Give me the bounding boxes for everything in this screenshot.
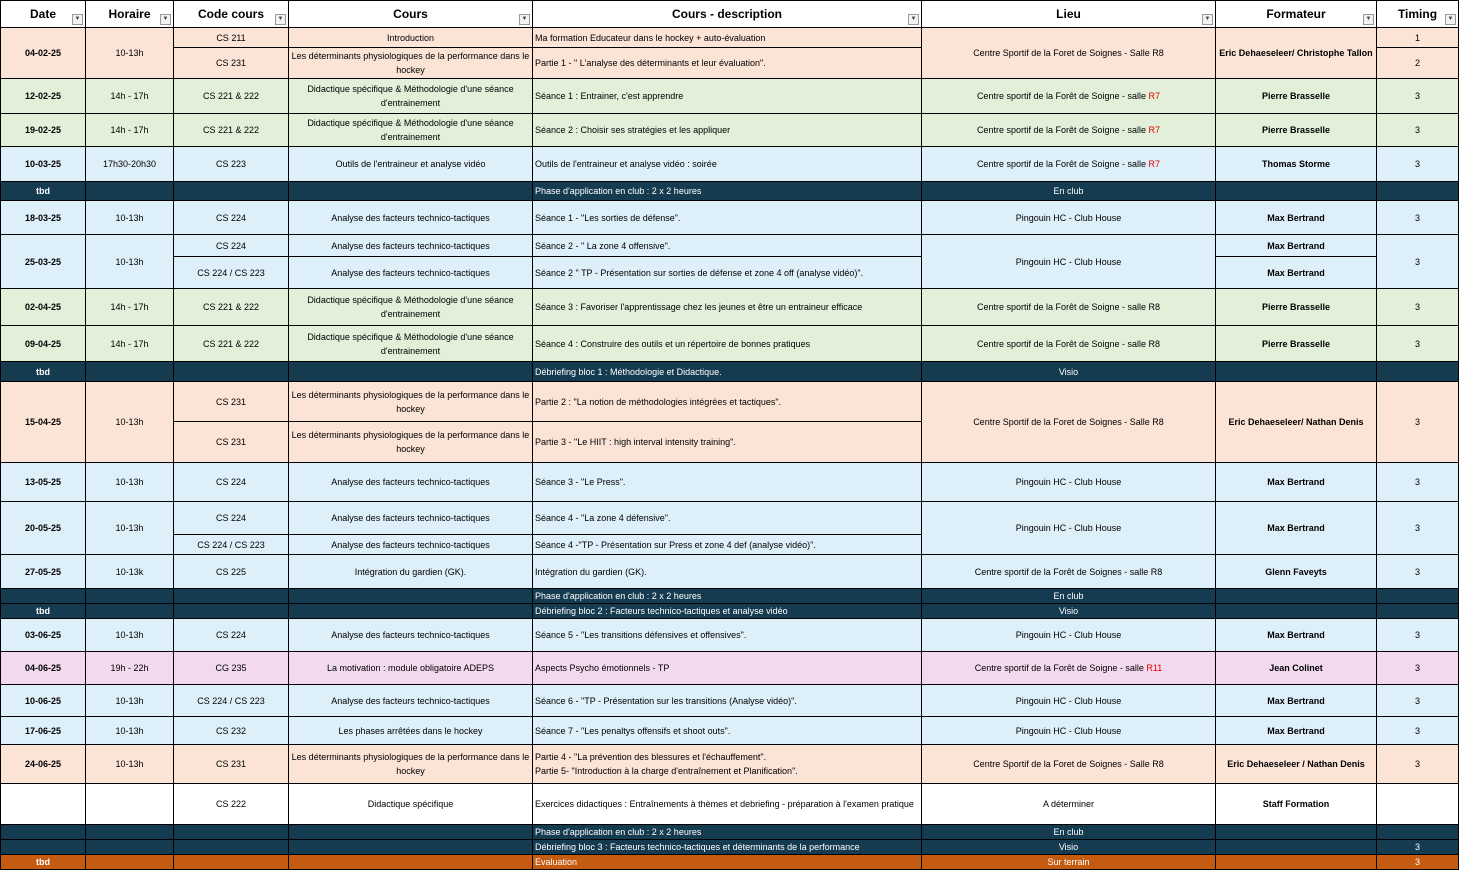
description-cell[interactable]: Séance 2 " TP - Présentation sur sorties de défense et zone 4 off (analyse vidéo)". [533, 257, 922, 289]
lieu-cell[interactable]: Visio [922, 362, 1216, 382]
horaire-cell[interactable]: 10-13h [86, 685, 174, 717]
date-cell[interactable]: 09-04-25 [1, 326, 86, 362]
description-cell[interactable]: Intégration du gardien (GK). [533, 555, 922, 589]
horaire-cell[interactable]: 10-13h [86, 717, 174, 745]
lieu-cell[interactable]: Centre sportif de la Forêt de Soigne - salle R7 [922, 114, 1216, 147]
lieu-cell[interactable]: Pingouin HC - Club House [922, 619, 1216, 652]
description-cell[interactable]: Débriefing bloc 3 : Facteurs technico-tactiques et déterminants de la performance [533, 840, 922, 855]
table-row [1, 235, 1459, 257]
cours-cell[interactable] [289, 182, 533, 201]
lieu-cell[interactable]: Centre sportif de la Forêt de Soigne - salle R11 [922, 652, 1216, 685]
date-cell[interactable]: 13-05-25 [1, 463, 86, 502]
description-cell[interactable]: Exercices didactiques : Entraînements à thèmes et debriefing - préparation à l'examen pratique [533, 784, 922, 825]
timing-cell[interactable]: 3 [1377, 745, 1459, 784]
lieu-cell[interactable]: Sur terrain [922, 855, 1216, 870]
dropdown-arrow-icon[interactable]: ▼ [1445, 14, 1456, 25]
date-cell[interactable] [1, 589, 86, 604]
timing-cell[interactable]: 3 [1377, 201, 1459, 235]
cours-cell[interactable]: Analyse des facteurs technico-tactiques [289, 235, 533, 257]
horaire-cell[interactable]: 14h - 17h [86, 114, 174, 147]
description-cell[interactable]: Séance 3 - "Le Press". [533, 463, 922, 502]
description-cell[interactable]: Séance 2 : Choisir ses stratégies et les appliquer [533, 114, 922, 147]
date-cell[interactable]: tbd [1, 362, 86, 382]
table-row [1, 289, 1459, 326]
table-row [1, 840, 1459, 855]
timing-cell[interactable]: 3 [1377, 79, 1459, 114]
table-row [1, 604, 1459, 619]
date-cell[interactable]: tbd [1, 182, 86, 201]
cours-cell[interactable]: Les déterminants physiologiques de la performance dans le hockey [289, 745, 533, 784]
description-cell[interactable]: Séance 5 - "Les transitions défensives et offensives". [533, 619, 922, 652]
date-cell[interactable]: 15-04-25 [1, 382, 86, 463]
code-cell[interactable]: CS 225 [174, 555, 289, 589]
cours-cell[interactable]: Outils de l'entraineur et analyse vidéo [289, 147, 533, 182]
timing-cell[interactable]: 3 [1377, 652, 1459, 685]
table-row [1, 79, 1459, 114]
timing-cell[interactable]: 2 [1377, 48, 1459, 79]
column-header-cours[interactable]: Cours ▼ [289, 1, 533, 28]
cours-cell[interactable]: Analyse des facteurs technico-tactiques [289, 201, 533, 235]
table-row [1, 28, 1459, 48]
timing-cell[interactable]: 3 [1377, 382, 1459, 463]
description-cell[interactable]: Partie 4 - "La prévention des blessures et l'échauffement". Partie 5- "Introduction à la charge d'entraînement et Planification". [533, 745, 922, 784]
formateur-cell[interactable] [1216, 855, 1377, 870]
formateur-cell[interactable] [1216, 840, 1377, 855]
code-cell[interactable]: CS 224 [174, 463, 289, 502]
table-row [1, 589, 1459, 604]
lieu-cell[interactable]: Centre sportif de la Forêt de Soigne - salle R8 [922, 326, 1216, 362]
room-label: R7 [1148, 159, 1161, 169]
formateur-cell[interactable]: Max Bertrand [1216, 685, 1377, 717]
date-cell[interactable]: 10-03-25 [1, 147, 86, 182]
table-row [1, 619, 1459, 652]
code-cell[interactable] [174, 825, 289, 840]
dropdown-arrow-icon[interactable]: ▼ [72, 14, 83, 25]
description-cell[interactable]: Débriefing bloc 1 : Méthodologie et Didactique. [533, 362, 922, 382]
horaire-cell[interactable]: 10-13h [86, 201, 174, 235]
formateur-cell[interactable]: Thomas Storme [1216, 147, 1377, 182]
dropdown-arrow-icon[interactable]: ▼ [1363, 14, 1374, 25]
formateur-cell[interactable] [1216, 589, 1377, 604]
horaire-cell[interactable]: 10-13h [86, 502, 174, 555]
cours-cell[interactable]: Les déterminants physiologiques de la performance dans le hockey [289, 48, 533, 79]
table-row [1, 825, 1459, 840]
dropdown-arrow-icon[interactable]: ▼ [519, 14, 530, 25]
code-cell[interactable]: CS 224 / CS 223 [174, 685, 289, 717]
column-header-lieu[interactable]: Lieu ▼ [922, 1, 1216, 28]
column-header-horaire[interactable]: Horaire ▼ [86, 1, 174, 28]
description-cell[interactable]: Ma formation Educateur dans le hockey + auto-évaluation [533, 28, 922, 48]
timing-cell[interactable] [1377, 182, 1459, 201]
description-cell[interactable]: Phase d'application en club : 2 x 2 heures [533, 182, 922, 201]
code-cell[interactable]: CS 221 & 222 [174, 289, 289, 326]
description-cell[interactable]: Séance 1 : Entrainer, c'est apprendre [533, 79, 922, 114]
table-row [1, 855, 1459, 870]
formateur-cell[interactable] [1216, 362, 1377, 382]
date-cell[interactable]: 19-02-25 [1, 114, 86, 147]
cours-cell[interactable]: Les déterminants physiologiques de la performance dans le hockey [289, 422, 533, 463]
date-cell[interactable]: 12-02-25 [1, 79, 86, 114]
table-row [1, 652, 1459, 685]
code-cell[interactable]: CS 222 [174, 784, 289, 825]
horaire-cell[interactable] [86, 362, 174, 382]
horaire-cell[interactable]: 10-13k [86, 555, 174, 589]
description-cell[interactable]: Séance 3 : Favoriser l'apprentissage chez les jeunes et être un entraineur efficace [533, 289, 922, 326]
timing-cell[interactable] [1377, 362, 1459, 382]
lieu-cell[interactable]: Centre Sportif de la Foret de Soignes - Salle R8 [922, 382, 1216, 463]
code-cell[interactable]: CS 231 [174, 422, 289, 463]
timing-cell[interactable]: 3 [1377, 619, 1459, 652]
dropdown-arrow-icon[interactable]: ▼ [908, 14, 919, 25]
formateur-cell[interactable]: Max Bertrand [1216, 717, 1377, 745]
date-cell[interactable]: 27-05-25 [1, 555, 86, 589]
date-cell[interactable]: 18-03-25 [1, 201, 86, 235]
cours-cell[interactable]: Didactique spécifique & Méthodologie d'une séance d'entrainement [289, 114, 533, 147]
cours-cell[interactable] [289, 840, 533, 855]
formateur-cell[interactable]: Max Bertrand [1216, 257, 1377, 289]
code-cell[interactable]: CS 224 / CS 223 [174, 535, 289, 555]
lieu-cell[interactable]: A déterminer [922, 784, 1216, 825]
table-row [1, 201, 1459, 235]
date-cell[interactable]: 25-03-25 [1, 235, 86, 289]
table-row [1, 745, 1459, 784]
formateur-cell[interactable] [1216, 825, 1377, 840]
timing-cell[interactable]: 3 [1377, 289, 1459, 326]
column-header-timing[interactable]: Timing ▼ [1377, 1, 1459, 28]
description-cell[interactable]: Séance 6 - "TP - Présentation sur les transitions (Analyse vidéo)". [533, 685, 922, 717]
description-cell[interactable]: Partie 3 - "Le HIIT : high interval intensity training". [533, 422, 922, 463]
date-cell[interactable]: tbd [1, 604, 86, 619]
horaire-cell[interactable]: 10-13h [86, 463, 174, 502]
timing-cell[interactable]: 3 [1377, 717, 1459, 745]
cours-cell[interactable]: Analyse des facteurs technico-tactiques [289, 685, 533, 717]
cours-cell[interactable]: Didactique spécifique & Méthodologie d'une séance d'entrainement [289, 289, 533, 326]
dropdown-arrow-icon[interactable]: ▼ [160, 14, 171, 25]
timing-cell[interactable]: 3 [1377, 840, 1459, 855]
description-cell[interactable]: Séance 2 - " La zone 4 offensive". [533, 235, 922, 257]
timing-cell[interactable]: 3 [1377, 463, 1459, 502]
formateur-cell[interactable]: Pierre Brasselle [1216, 114, 1377, 147]
cours-cell[interactable]: Les déterminants physiologiques de la performance dans le hockey [289, 382, 533, 422]
horaire-cell[interactable] [86, 604, 174, 619]
cours-cell[interactable] [289, 362, 533, 382]
code-cell[interactable] [174, 855, 289, 870]
timing-cell[interactable] [1377, 604, 1459, 619]
timing-cell[interactable]: 3 [1377, 555, 1459, 589]
description-cell[interactable]: Aspects Psycho émotionnels - TP [533, 652, 922, 685]
description-cell[interactable]: Partie 1 - " L'analyse des déterminants et leur évaluation". [533, 48, 922, 79]
horaire-cell[interactable] [86, 825, 174, 840]
column-header-date[interactable]: Date ▼ [1, 1, 86, 28]
column-header-code[interactable]: Code cours ▼ [174, 1, 289, 28]
description-cell[interactable]: Débriefing bloc 2 : Facteurs technico-tactiques et analyse vidéo [533, 604, 922, 619]
lieu-cell[interactable]: Centre sportif de la Forêt de Soigne - salle R8 [922, 289, 1216, 326]
formateur-cell[interactable]: Pierre Brasselle [1216, 79, 1377, 114]
horaire-cell[interactable] [86, 855, 174, 870]
cours-cell[interactable]: Analyse des facteurs technico-tactiques [289, 535, 533, 555]
cours-cell[interactable]: Didactique spécifique [289, 784, 533, 825]
horaire-cell[interactable]: 10-13h [86, 28, 174, 79]
lieu-cell[interactable]: Centre Sportif de la Foret de Soignes - Salle R8 [922, 745, 1216, 784]
formateur-cell[interactable] [1216, 182, 1377, 201]
lieu-cell[interactable]: Centre sportif de la Forêt de Soigne - salle R7 [922, 79, 1216, 114]
description-cell[interactable]: Phase d'application en club : 2 x 2 heures [533, 589, 922, 604]
lieu-cell[interactable]: En club [922, 182, 1216, 201]
date-cell[interactable]: 04-02-25 [1, 28, 86, 79]
code-cell[interactable]: CS 221 & 222 [174, 114, 289, 147]
cours-cell[interactable]: Analyse des facteurs technico-tactiques [289, 257, 533, 289]
cours-cell[interactable]: Intégration du gardien (GK). [289, 555, 533, 589]
dropdown-arrow-icon[interactable]: ▼ [275, 14, 286, 25]
table-row [1, 257, 1459, 289]
timing-cell[interactable] [1377, 825, 1459, 840]
cours-cell[interactable]: Les phases arrêtées dans le hockey [289, 717, 533, 745]
code-cell[interactable] [174, 604, 289, 619]
formateur-cell[interactable]: Eric Dehaeseleer / Nathan Denis [1216, 745, 1377, 784]
formateur-cell[interactable]: Eric Dehaeseleer/ Nathan Denis [1216, 382, 1377, 463]
code-cell[interactable]: CS 221 & 222 [174, 326, 289, 362]
date-cell[interactable]: 02-04-25 [1, 289, 86, 326]
date-cell[interactable]: 10-06-25 [1, 685, 86, 717]
cours-cell[interactable]: Analyse des facteurs technico-tactiques [289, 619, 533, 652]
date-cell[interactable]: tbd [1, 855, 86, 870]
cours-cell[interactable]: Didactique spécifique & Méthodologie d'une séance d'entrainement [289, 79, 533, 114]
formateur-cell[interactable]: Max Bertrand [1216, 463, 1377, 502]
description-cell[interactable]: Séance 4 -"TP - Présentation sur Press et zone 4 def (analyse vidéo)". [533, 535, 922, 555]
lieu-cell[interactable]: Pingouin HC - Club House [922, 235, 1216, 289]
code-cell[interactable]: CS 221 & 222 [174, 79, 289, 114]
description-cell[interactable]: Evaluation [533, 855, 922, 870]
table-row [1, 362, 1459, 382]
code-cell[interactable]: CS 224 [174, 619, 289, 652]
description-cell[interactable]: Partie 2 : "La notion de méthodologies intégrées et tactiques". [533, 382, 922, 422]
code-cell[interactable] [174, 840, 289, 855]
table-row [1, 717, 1459, 745]
description-cell[interactable]: Séance 7 - "Les penaltys offensifs et shoot outs". [533, 717, 922, 745]
code-cell[interactable]: CS 224 [174, 201, 289, 235]
formateur-cell[interactable]: Max Bertrand [1216, 619, 1377, 652]
formateur-cell[interactable]: Jean Colinet [1216, 652, 1377, 685]
lieu-cell[interactable]: Pingouin HC - Club House [922, 201, 1216, 235]
formateur-cell[interactable]: Pierre Brasselle [1216, 289, 1377, 326]
room-label: R7 [1148, 125, 1161, 135]
cours-cell[interactable]: Introduction [289, 28, 533, 48]
timing-cell[interactable] [1377, 784, 1459, 825]
cours-cell[interactable]: La motivation : module obligatoire ADEPS [289, 652, 533, 685]
horaire-cell[interactable] [86, 589, 174, 604]
lieu-cell[interactable]: Centre sportif de la Forêt de Soignes - salle R8 [922, 555, 1216, 589]
table-row [1, 784, 1459, 825]
code-cell[interactable]: CS 231 [174, 48, 289, 79]
table-row [1, 382, 1459, 422]
code-cell[interactable] [174, 589, 289, 604]
header-row [1, 1, 1459, 28]
horaire-cell[interactable]: 19h - 22h [86, 652, 174, 685]
cours-cell[interactable] [289, 825, 533, 840]
lieu-cell[interactable]: En club [922, 589, 1216, 604]
code-cell[interactable]: CS 231 [174, 382, 289, 422]
lieu-cell[interactable]: Visio [922, 604, 1216, 619]
horaire-cell[interactable]: 14h - 17h [86, 79, 174, 114]
description-cell[interactable]: Phase d'application en club : 2 x 2 heures [533, 825, 922, 840]
timing-cell[interactable]: 3 [1377, 855, 1459, 870]
table-row [1, 147, 1459, 182]
cours-cell[interactable]: Didactique spécifique & Méthodologie d'une séance d'entrainement [289, 326, 533, 362]
timing-cell[interactable] [1377, 589, 1459, 604]
code-cell[interactable] [174, 362, 289, 382]
horaire-cell[interactable] [86, 840, 174, 855]
code-cell[interactable]: CS 211 [174, 28, 289, 48]
date-cell[interactable]: 24-06-25 [1, 745, 86, 784]
date-cell[interactable]: 20-05-25 [1, 502, 86, 555]
code-cell[interactable] [174, 182, 289, 201]
lieu-cell[interactable]: Pingouin HC - Club House [922, 463, 1216, 502]
column-header-description[interactable]: Cours - description ▼ [533, 1, 922, 28]
description-cell[interactable]: Séance 4 : Construire des outils et un répertoire de bonnes pratiques [533, 326, 922, 362]
formateur-cell[interactable] [1216, 604, 1377, 619]
formateur-cell[interactable]: Staff Formation [1216, 784, 1377, 825]
cours-cell[interactable] [289, 855, 533, 870]
code-cell[interactable]: CG 235 [174, 652, 289, 685]
lieu-cell[interactable]: Pingouin HC - Club House [922, 717, 1216, 745]
timing-cell[interactable]: 3 [1377, 235, 1459, 289]
lieu-cell[interactable]: Centre Sportif de la Foret de Soignes - Salle R8 [922, 28, 1216, 79]
horaire-cell[interactable]: 10-13h [86, 619, 174, 652]
date-cell[interactable]: 03-06-25 [1, 619, 86, 652]
table-row [1, 182, 1459, 201]
horaire-cell[interactable]: 14h - 17h [86, 326, 174, 362]
table-row [1, 463, 1459, 502]
horaire-cell[interactable]: 17h30-20h30 [86, 147, 174, 182]
formateur-cell[interactable]: Eric Dehaeseleer/ Christophe Tallon [1216, 28, 1377, 79]
horaire-cell[interactable]: 10-13h [86, 235, 174, 289]
table-row [1, 685, 1459, 717]
code-cell[interactable]: CS 224 [174, 502, 289, 535]
table-row [1, 326, 1459, 362]
date-cell[interactable]: 17-06-25 [1, 717, 86, 745]
lieu-cell[interactable]: En club [922, 825, 1216, 840]
table-row [1, 555, 1459, 589]
code-cell[interactable]: CS 223 [174, 147, 289, 182]
timing-cell[interactable]: 3 [1377, 147, 1459, 182]
formateur-cell[interactable]: Max Bertrand [1216, 235, 1377, 257]
timing-cell[interactable]: 3 [1377, 114, 1459, 147]
timing-cell[interactable]: 3 [1377, 326, 1459, 362]
code-cell[interactable]: CS 231 [174, 745, 289, 784]
timing-cell[interactable]: 3 [1377, 502, 1459, 555]
horaire-cell[interactable] [86, 182, 174, 201]
date-cell[interactable]: 04-06-25 [1, 652, 86, 685]
horaire-cell[interactable]: 10-13h [86, 382, 174, 463]
cours-cell[interactable]: Analyse des facteurs technico-tactiques [289, 502, 533, 535]
timing-cell[interactable]: 1 [1377, 28, 1459, 48]
horaire-cell[interactable]: 14h - 17h [86, 289, 174, 326]
lieu-cell[interactable]: Visio [922, 840, 1216, 855]
room-label: R7 [1148, 91, 1161, 101]
code-cell[interactable]: CS 224 [174, 235, 289, 257]
horaire-cell[interactable] [86, 784, 174, 825]
table-row [1, 114, 1459, 147]
horaire-cell[interactable]: 10-13h [86, 745, 174, 784]
cours-cell[interactable]: Analyse des facteurs technico-tactiques [289, 463, 533, 502]
formateur-cell[interactable]: Max Bertrand [1216, 201, 1377, 235]
date-cell[interactable] [1, 840, 86, 855]
lieu-cell[interactable]: Centre sportif de la Forêt de Soigne - salle R7 [922, 147, 1216, 182]
description-cell[interactable]: Séance 1 - "Les sorties de défense". [533, 201, 922, 235]
date-cell[interactable] [1, 784, 86, 825]
date-cell[interactable] [1, 825, 86, 840]
lieu-cell[interactable]: Pingouin HC - Club House [922, 685, 1216, 717]
formateur-cell[interactable]: Glenn Faveyts [1216, 555, 1377, 589]
formateur-cell[interactable]: Max Bertrand [1216, 502, 1377, 555]
cours-cell[interactable] [289, 604, 533, 619]
timing-cell[interactable]: 3 [1377, 685, 1459, 717]
code-cell[interactable]: CS 232 [174, 717, 289, 745]
cours-cell[interactable] [289, 589, 533, 604]
lieu-cell[interactable]: Pingouin HC - Club House [922, 502, 1216, 555]
column-header-formateur[interactable]: Formateur ▼ [1216, 1, 1377, 28]
description-cell[interactable]: Séance 4 - "La zone 4 défensive". [533, 502, 922, 535]
code-cell[interactable]: CS 224 / CS 223 [174, 257, 289, 289]
dropdown-arrow-icon[interactable]: ▼ [1202, 14, 1213, 25]
description-cell[interactable]: Outils de l'entraineur et analyse vidéo : soirée [533, 147, 922, 182]
table-row [1, 502, 1459, 535]
room-label: R11 [1146, 663, 1163, 673]
formateur-cell[interactable]: Pierre Brasselle [1216, 326, 1377, 362]
